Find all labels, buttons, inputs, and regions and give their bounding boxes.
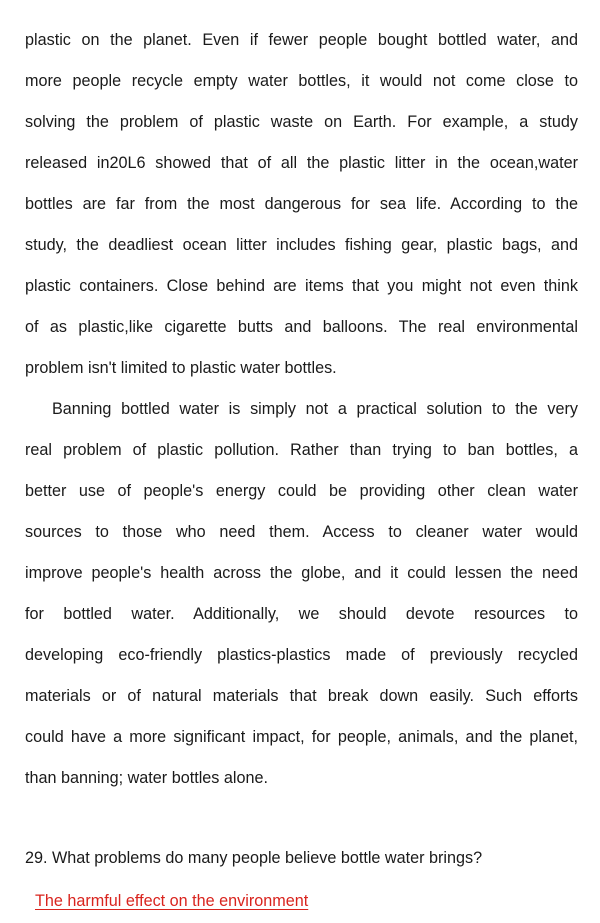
paragraph-line: real problem of plastic pollution. Rather than trying to ban bottles, a — [25, 441, 578, 459]
paragraph-line: than banning; water bottles alone. — [25, 769, 268, 787]
paragraph-line: more people recycle empty water bottles, it would not come close to — [25, 72, 578, 90]
paragraph-line: plastic containers. Close behind are items that you might not even think — [25, 277, 578, 295]
paragraph-line: Banning bottled water is simply not a practical solution to the very — [52, 400, 578, 418]
question-29: 29. What problems do many people believe bottle water brings? — [25, 849, 483, 867]
paragraph-line: materials or of natural materials that break down easily. Such efforts — [25, 687, 578, 705]
paragraph-line: released in20L6 showed that of all the plastic litter in the ocean,water — [25, 154, 578, 172]
paragraph-line: bottles are far from the most dangerous for sea life. According to the — [25, 195, 578, 213]
paragraph-line: plastic on the planet. Even if fewer people bought bottled water, and — [25, 31, 578, 49]
paragraph-line: developing eco-friendly plastics-plastics made of previously recycled — [25, 646, 578, 664]
answer-text: The harmful effect on the environment — [35, 892, 309, 910]
paragraph-line: better use of people's energy could be providing other clean water — [25, 482, 578, 500]
paragraph-line: problem isn't limited to plastic water bottles. — [25, 359, 337, 377]
paragraph-line: for bottled water. Additionally, we should devote resources to — [25, 605, 578, 623]
paragraph-line: sources to those who need them. Access to cleaner water would — [25, 523, 578, 541]
paragraph-line: could have a more significant impact, for people, animals, and the planet, — [25, 728, 578, 746]
paragraph-line: improve people's health across the globe, and it could lessen the need — [25, 564, 578, 582]
paragraph-line: study, the deadliest ocean litter includes fishing gear, plastic bags, and — [25, 236, 578, 254]
paragraph-line: of as plastic,like cigarette butts and balloons. The real environmental — [25, 318, 578, 336]
paragraph-line: solving the problem of plastic waste on Earth. For example, a study — [25, 113, 578, 131]
